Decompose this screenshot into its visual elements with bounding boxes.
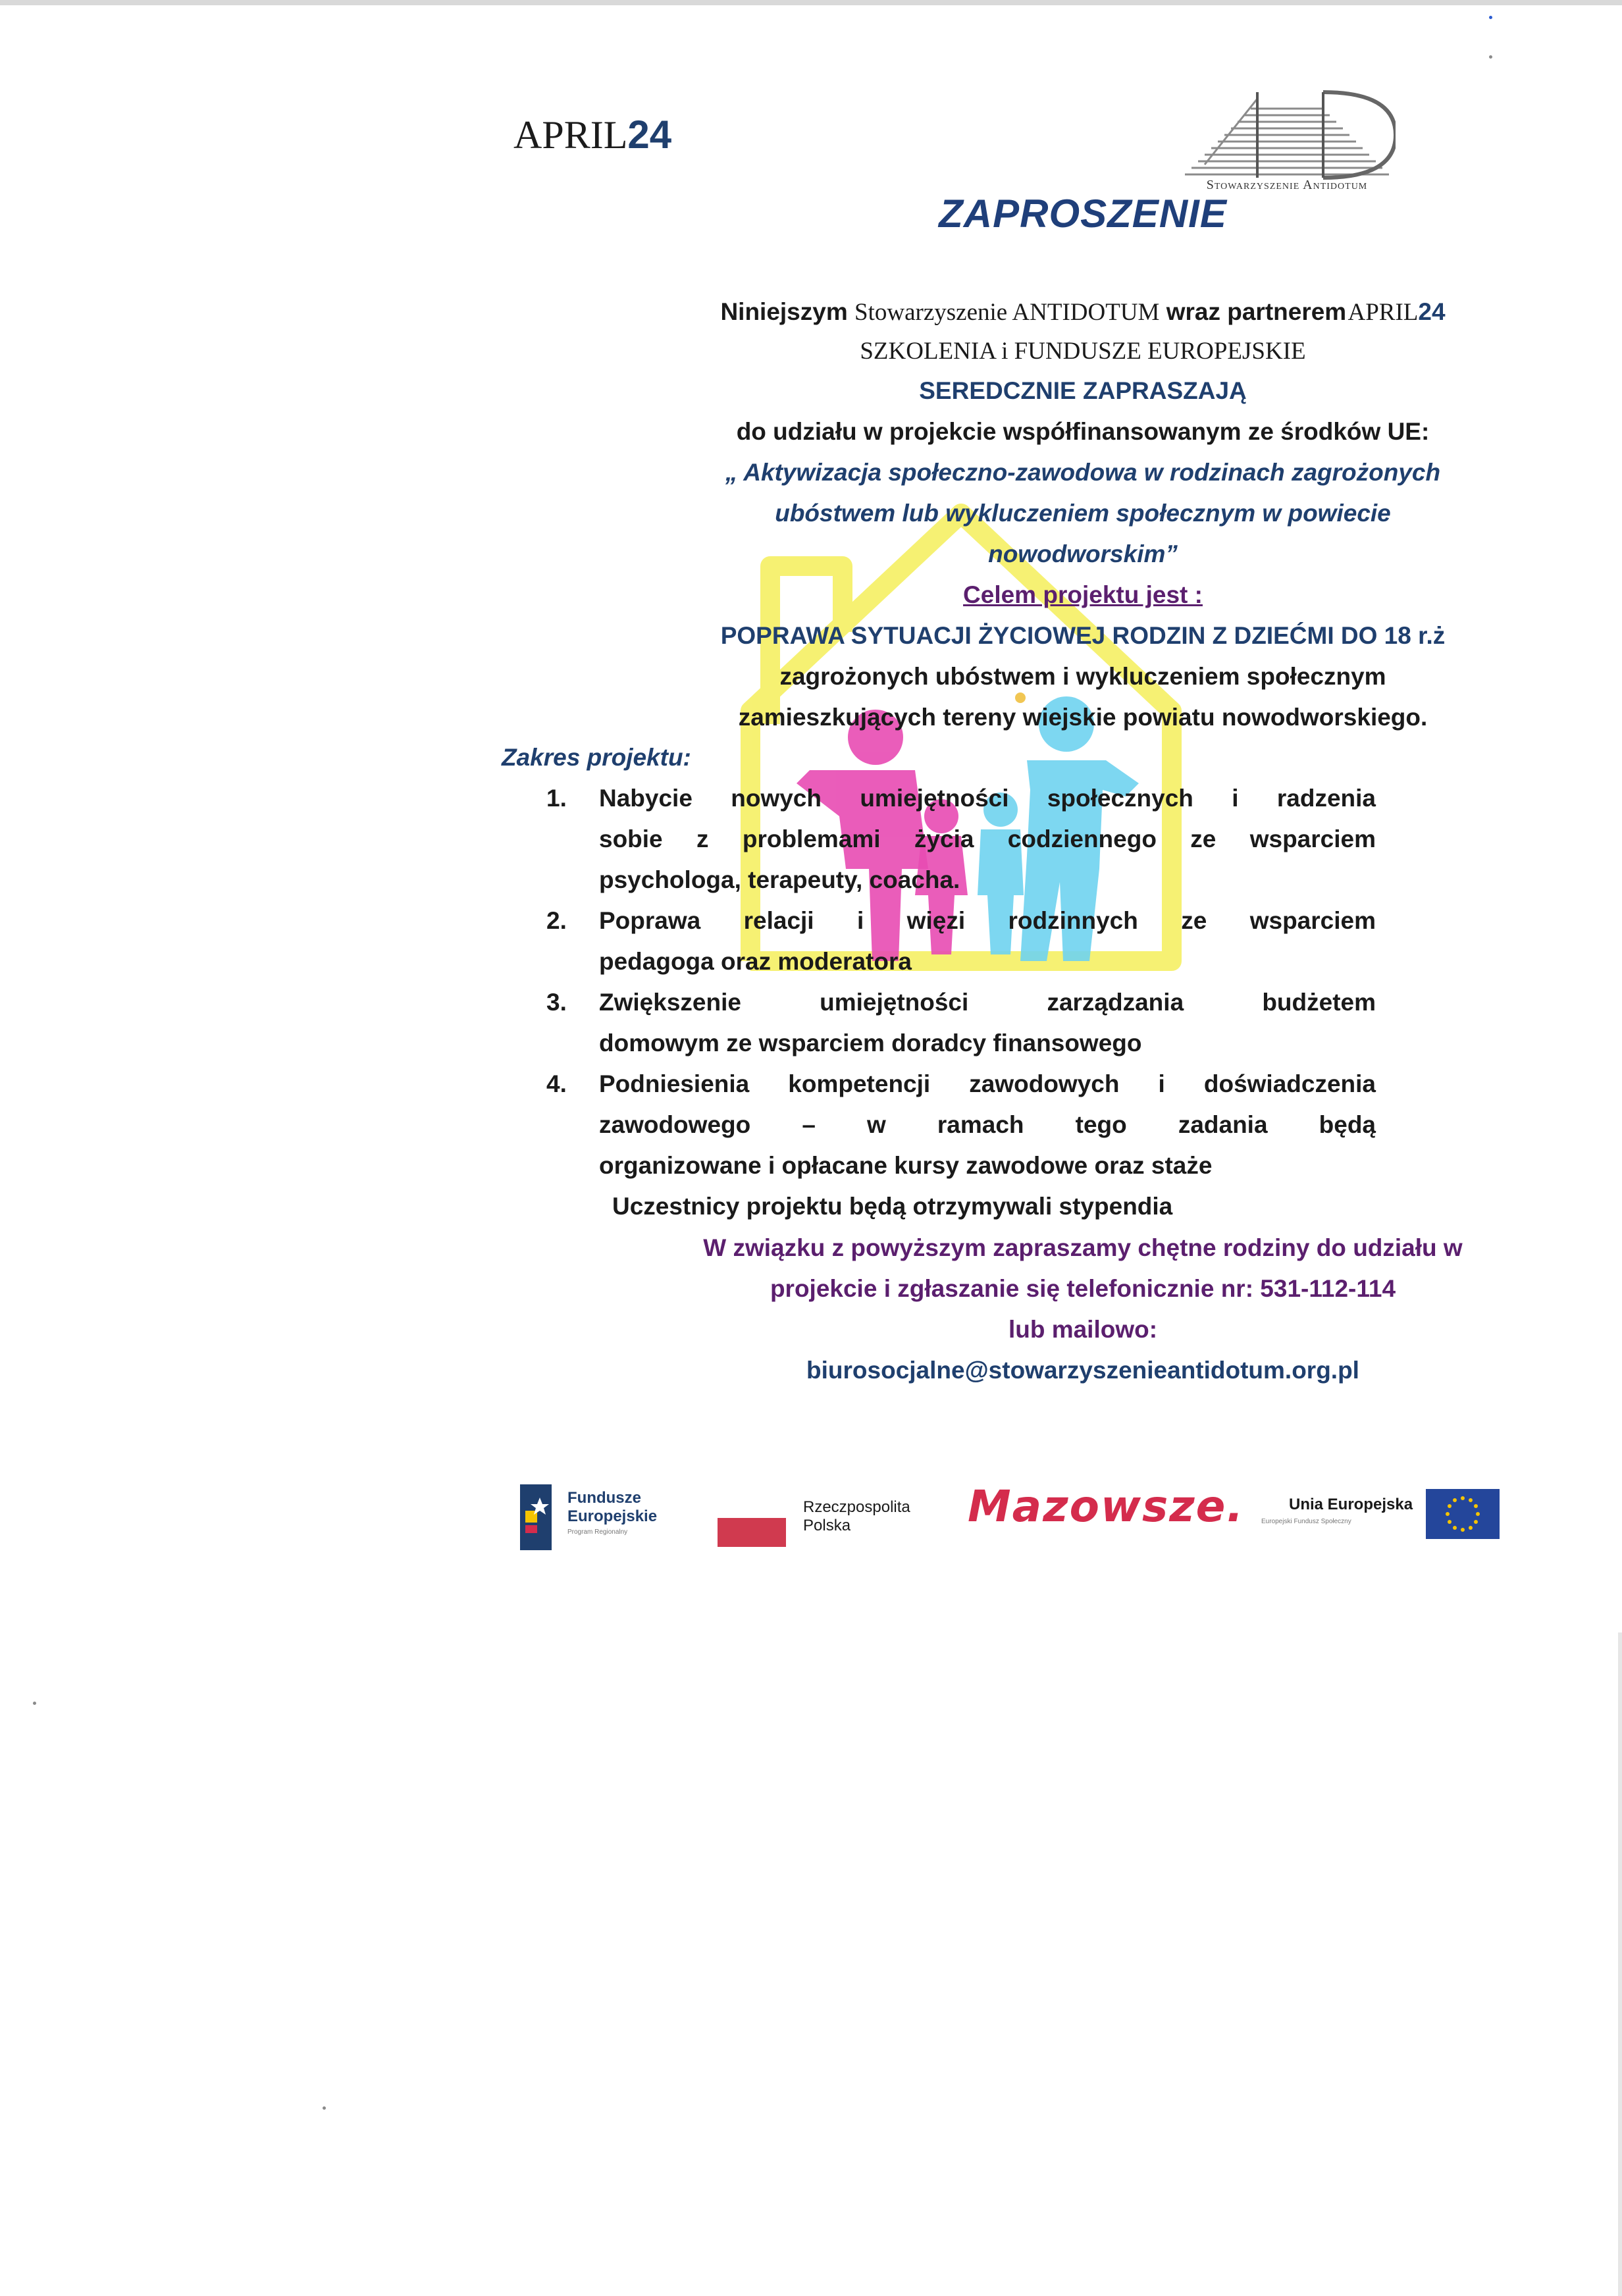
intro-line-3: SEREDCZNIE ZAPRASZAJĄ xyxy=(919,377,1247,404)
scope-list xyxy=(546,778,1376,1227)
scope-item-line: domowym ze wsparciem doradcy finansowego xyxy=(599,1030,1142,1057)
goal-heading: Celem projektu jest : xyxy=(963,581,1203,608)
goal-line-2: zagrożonych ubóstwem i wykluczeniem społecznym xyxy=(779,663,1386,690)
scope-item-line: zawodowego – w ramach tego zadania będą xyxy=(599,1111,1376,1138)
stipend-line: Uczestnicy projektu będą otrzymywali stypendia xyxy=(612,1193,1173,1220)
fundusze-europejskie-icon xyxy=(520,1484,552,1550)
pl-line-2: Polska xyxy=(803,1517,851,1534)
scope-item-line: pedagoga oraz moderatora xyxy=(599,948,912,975)
scope-item xyxy=(546,778,1376,900)
scan-speck xyxy=(1489,16,1492,19)
fe-subtitle: Program Regionalny xyxy=(567,1528,628,1536)
antidotum-logo-name: Stowarzyszenie Antidotum xyxy=(1206,178,1368,192)
scope-item-line: Zwiększenie umiejętności zarządzania budżetem xyxy=(599,989,1376,1016)
scope-item-number: 3. xyxy=(546,989,567,1016)
scope-item xyxy=(546,982,1376,1064)
polish-flag-icon xyxy=(718,1518,786,1547)
project-title-line-1: „ Aktywizacja społeczno-zawodowa w rodzinach zagrożonych xyxy=(725,459,1441,486)
rzeczpospolita-polska-logo xyxy=(803,1498,910,1535)
scope-item-line: organizowane i opłacane kursy zawodowe oraz staże xyxy=(599,1152,1213,1179)
contact-line-3: lub mailowo: xyxy=(1008,1316,1158,1343)
intro-niniejszym: Niniejszym xyxy=(720,298,848,325)
scope-item-text xyxy=(599,982,1376,1064)
scope-item xyxy=(546,1064,1376,1186)
scan-top-edge xyxy=(0,0,1622,5)
fe-line-1: Fundusze xyxy=(567,1489,641,1507)
scope-item-line: sobie z problemami życia codziennego ze wsparciem xyxy=(599,825,1376,852)
intro-wraz-partnerem: wraz partnerem xyxy=(1166,298,1347,325)
april-logo-number: 24 xyxy=(627,113,672,157)
fundusze-europejskie-logo xyxy=(567,1489,657,1526)
scope-item xyxy=(546,900,1376,982)
scope-item-line: psychologa, terapeuty, coacha. xyxy=(599,866,960,893)
scan-speck xyxy=(1489,55,1492,59)
scope-item-line: Podniesienia kompetencji zawodowych i doświadczenia xyxy=(599,1070,1376,1097)
scope-item-line: Poprawa relacji i więzi rodzinnych ze wsparciem xyxy=(599,907,1376,934)
ue-subtitle: Europejski Fundusz Społeczny xyxy=(1261,1518,1351,1525)
intro-line-4: do udziału w projekcie współfinansowanym ze środków UE: xyxy=(736,418,1430,445)
scan-speck xyxy=(33,1702,36,1705)
contact-email[interactable]: biurosocjalne@stowarzyszenieantidotum.org.pl xyxy=(806,1357,1359,1384)
goal-line-1: POPRAWA SYTUACJI ŻYCIOWEJ RODZIN Z DZIEĆMI DO 18 r.ż xyxy=(720,622,1446,649)
funding-logos xyxy=(520,1481,1501,1560)
scope-item-number: 4. xyxy=(546,1070,567,1097)
mazowsze-logo: Mazowsze. xyxy=(968,1481,1245,1532)
intro-line-1 xyxy=(0,292,1622,332)
intro-april: APRIL xyxy=(1347,299,1419,326)
april-logo-word: APRIL xyxy=(513,113,628,157)
contact-line-1: W związku z powyższym zapraszamy chętne rodziny do udziału w xyxy=(703,1234,1463,1261)
contact-line-2: projekcie i zgłaszanie się telefonicznie nr: 531-112-114 xyxy=(770,1275,1396,1302)
scope-heading: Zakres projektu: xyxy=(502,744,691,771)
goal-line-3: zamieszkujących tereny wiejskie powiatu nowodworskiego. xyxy=(738,704,1428,731)
pl-line-1: Rzeczpospolita xyxy=(803,1498,910,1516)
scope-item-line: Nabycie nowych umiejętności społecznych i radzenia xyxy=(599,785,1376,812)
scope-item-number: 1. xyxy=(546,785,567,812)
intro-line-2: SZKOLENIA i FUNDUSZE EUROPEJSKIE xyxy=(860,338,1306,365)
scope-item-text xyxy=(599,1064,1376,1186)
eu-flag-icon xyxy=(1426,1489,1500,1539)
intro-antidotum: Stowarzyszenie ANTIDOTUM xyxy=(854,299,1160,326)
intro-april-number: 24 xyxy=(1418,298,1446,325)
scope-item-text xyxy=(599,778,1376,900)
scan-speck xyxy=(323,2106,326,2110)
scope-item-text xyxy=(599,900,1376,982)
invitation-title: ZAPROSZENIE xyxy=(939,192,1227,236)
scope-item-number: 2. xyxy=(546,907,567,934)
april24-logo xyxy=(513,112,671,158)
fe-line-2: Europejskie xyxy=(567,1507,658,1525)
unia-europejska-logo: Unia Europejska xyxy=(1289,1496,1413,1513)
project-title-line-2: ubóstwem lub wykluczeniem społecznym w powiecie xyxy=(775,500,1391,527)
project-title-line-3: nowodworskim” xyxy=(988,540,1178,567)
scan-right-edge xyxy=(1618,1632,1622,2296)
